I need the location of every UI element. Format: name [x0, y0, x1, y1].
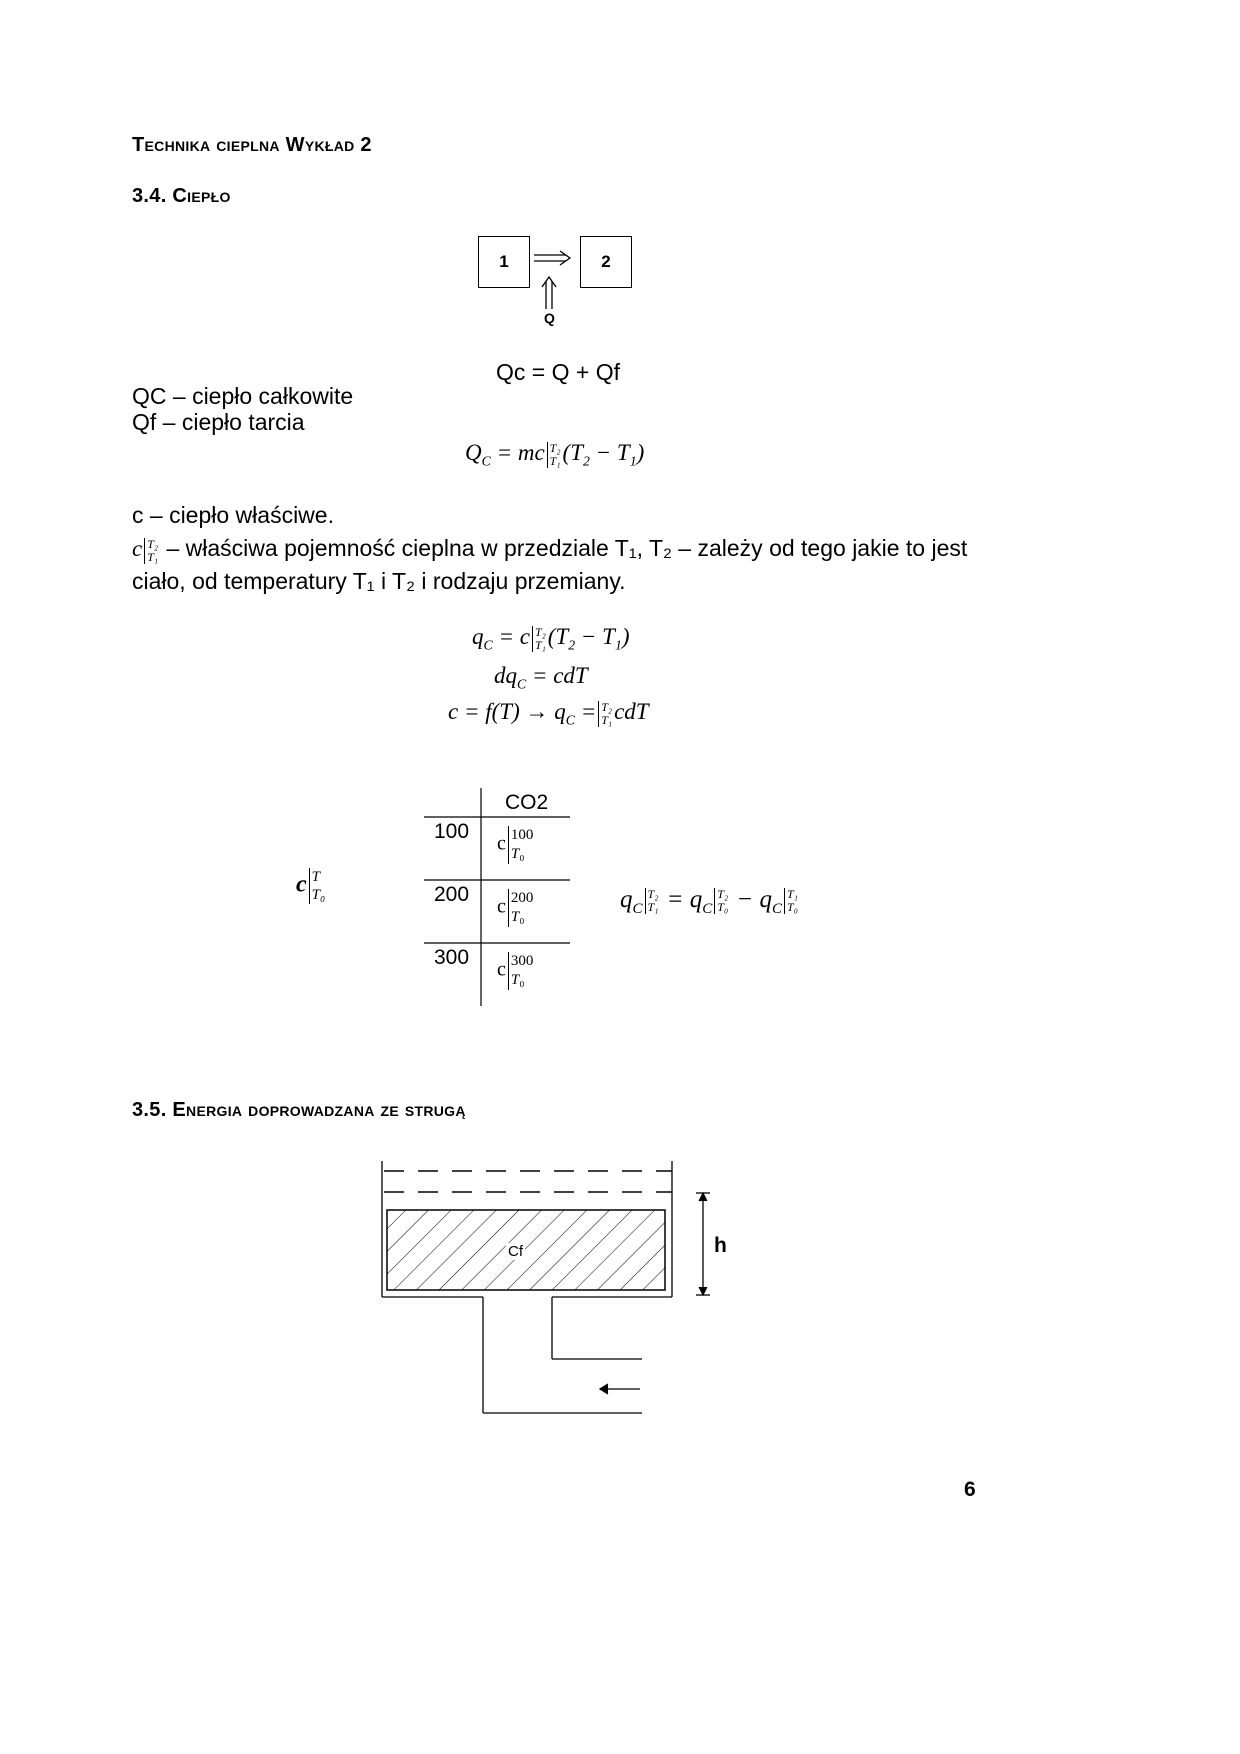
section-3-4-heading: 3.4. Ciepło — [132, 185, 231, 207]
equation-integral: $c = f(T) \to q_C$ = T₂ T₁ cdT — [448, 699, 649, 728]
co2-table-header-text: CO2 — [505, 791, 549, 814]
co2-row-upper-100: 100 — [510, 827, 534, 843]
co2-row-temp-200: 200 — [434, 883, 470, 906]
equation-dq: $dq_C$ = cdT — [494, 663, 588, 692]
state-box-2 — [580, 236, 632, 288]
section-3-5-heading: 3.5. Energia doprowadzana ze strugą — [132, 1099, 466, 1121]
co2-row-cell-300: c 300 T₀ — [497, 953, 534, 988]
definition-mean-heat-capacity-cont: ciało, od temperatury T₁ i T₂ i rodzaju przemiany. — [132, 568, 626, 594]
co2-row-temp-300: 300 — [434, 946, 470, 969]
stream-energy-diagram — [370, 1155, 750, 1425]
process-arrows — [530, 245, 580, 315]
page-number: 6 — [964, 1478, 976, 1501]
equation-qc-specific: $q_C = c$ T₂ T₁ $(T_2 - T_1)$ — [472, 624, 630, 653]
definition-mean-heat-capacity-text: – właściwa pojemność cieplna w przedziale T₁, T₂ – zależy od tego jakie to jest — [160, 535, 968, 561]
symbol-c-t0-t: c T T₀ — [296, 869, 326, 903]
body-cf-label: Cf — [508, 1243, 523, 1260]
definition-specific-heat: c – ciepło właściwe. — [132, 502, 334, 528]
definition-qf — [132, 407, 305, 437]
equation-qc-mass: $Q_C$ = mc T₂ T₁ $(T_2 - T_1)$ — [465, 440, 645, 469]
equation-qc-difference: $q_C$ T₂ T₁ = $q_C$ T₂ T₀ − $q_C$ T₁ T₀ — [620, 886, 798, 917]
definition-qf-text: – ciepło tarcia — [156, 409, 305, 435]
state-box-1-label: 1 — [499, 252, 509, 271]
co2-row-temp-100: 100 — [434, 820, 470, 843]
co2-table-header — [505, 791, 548, 815]
document-title: Technika cieplna Wykład 2 — [132, 134, 372, 156]
co2-row-upper-300: 300 — [510, 953, 534, 969]
definition-mean-heat-capacity: c T₂ T₁ – właściwa pojemność cieplna w przedziale T₁, T₂ – zależy od tego jakie to jest — [132, 535, 968, 564]
co2-row-cell-100: c 100 T₀ — [497, 827, 534, 862]
height-h-label: h — [714, 1234, 727, 1257]
co2-row-cell-200: c 200 T₀ — [497, 890, 534, 925]
state-box-1 — [478, 236, 530, 288]
definition-qf-symbol: Qf — [132, 409, 157, 435]
state-box-2-label: 2 — [601, 252, 611, 271]
definition-qc-text: – ciepło całkowite — [166, 383, 354, 409]
definition-qc-symbol: QC — [132, 383, 167, 409]
equation-total-heat: Qc = Q + Qf — [496, 359, 620, 385]
heat-q-label: Q — [544, 310, 555, 326]
co2-row-upper-200: 200 — [510, 890, 534, 906]
